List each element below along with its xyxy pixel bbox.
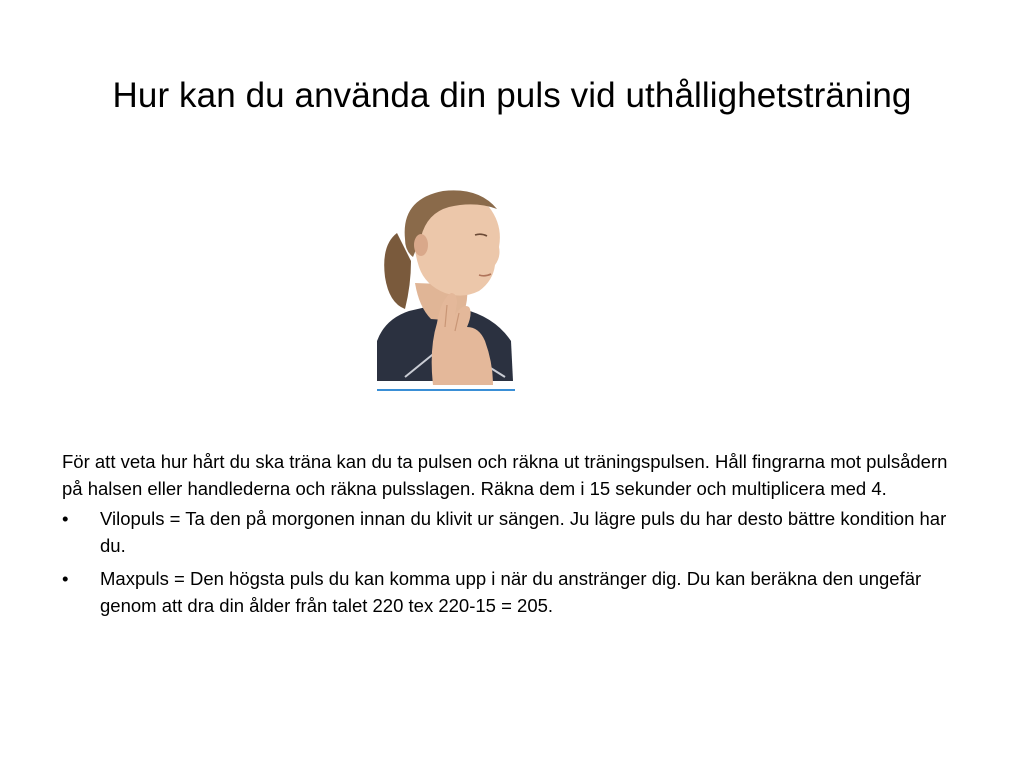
person-taking-pulse-photo-icon <box>375 181 515 395</box>
bullet-text-vilopuls: Vilopuls = Ta den på morgonen innan du klivit ur sängen. Ju lägre puls du har desto bättre kondition har du. <box>100 508 947 556</box>
pulse-photo <box>375 181 515 395</box>
intro-paragraph: För att veta hur hårt du ska träna kan du ta pulsen och räkna ut träningspulsen. Håll fingrarna mot pulsådern på halsen eller handlederna och räkna pulsslagen. Räkna dem i 15 sekunder och multiplicera med 4. <box>62 451 948 499</box>
list-item <box>62 505 972 559</box>
bullet-marker: • <box>62 508 69 529</box>
bullet-text-maxpuls: Maxpuls = Den högsta puls du kan komma upp i när du anstränger dig. Du kan beräkna den ungefär genom att dra din ålder från talet 220 tex 220-15 = 205. <box>100 568 922 616</box>
slide-body <box>62 448 972 625</box>
bullet-marker: • <box>62 568 69 589</box>
list-item <box>62 565 972 619</box>
bullet-list <box>62 505 972 619</box>
slide-title: Hur kan du använda din puls vid uthållighetsträning <box>112 76 912 115</box>
